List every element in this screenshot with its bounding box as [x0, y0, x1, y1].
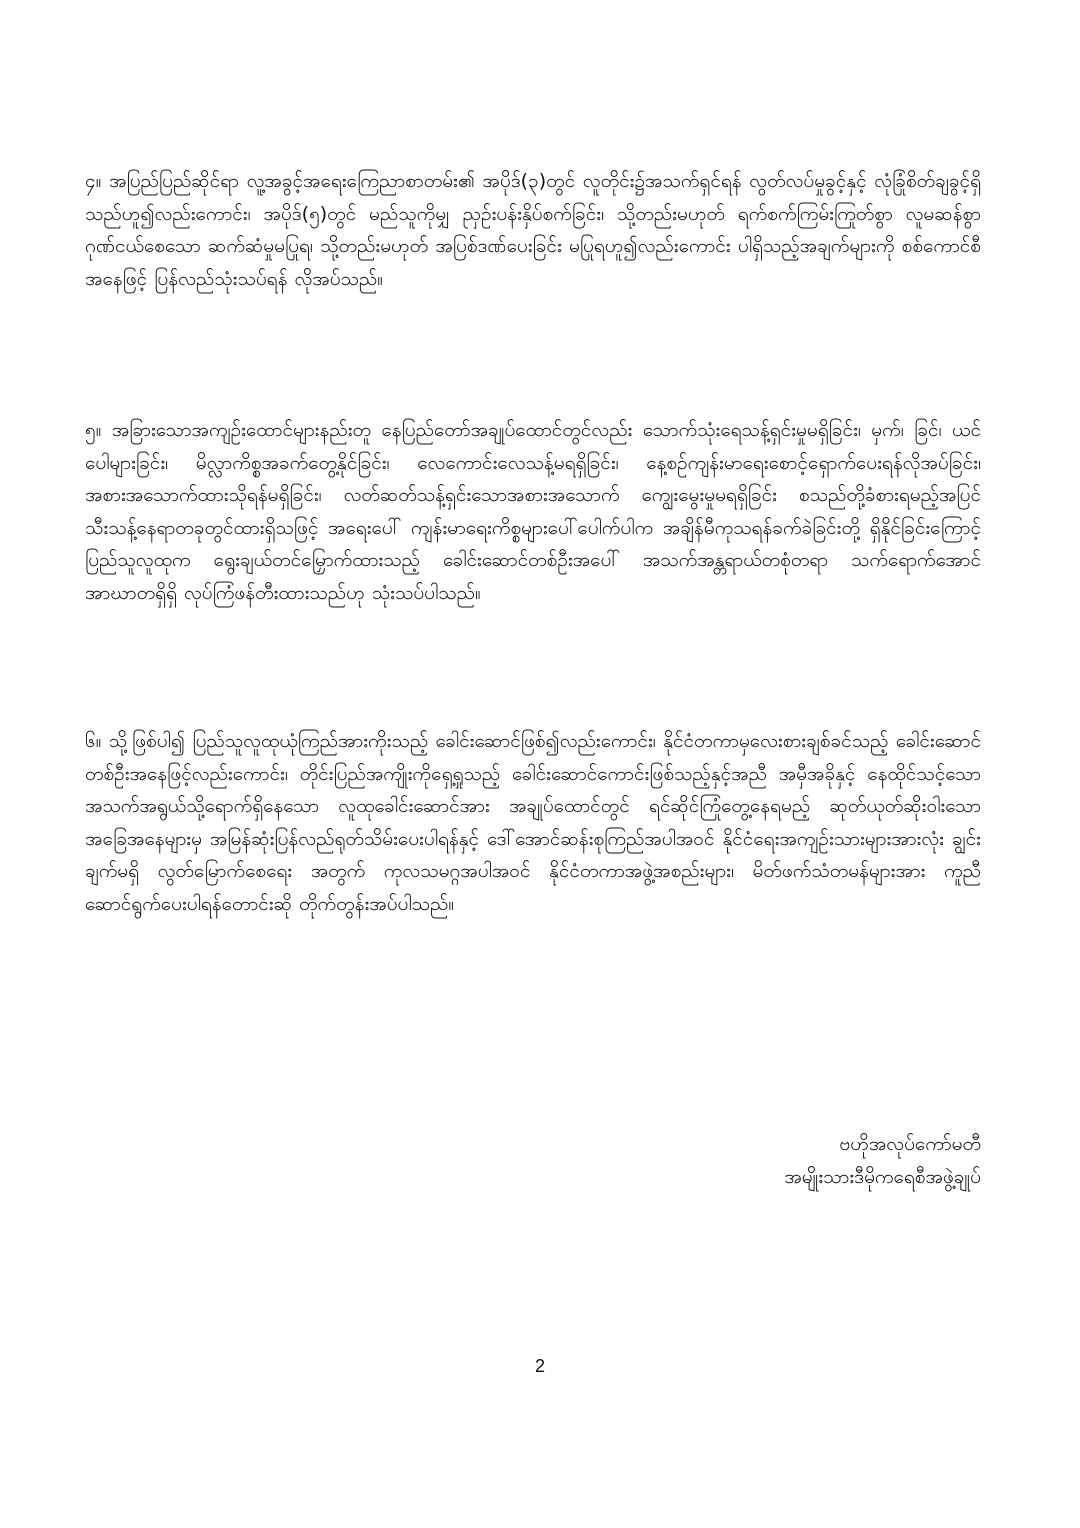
signature-committee: ဗဟိုအလုပ်ကော်မတီ [839, 1133, 981, 1155]
paragraph-6: ၆။ သို့ဖြစ်ပါ၍ ပြည်သူလူထုယုံကြည်အားကိုးသည့် ခေါင်းဆောင်ဖြစ်၍လည်းကောင်း၊ နိုင်ငံတကာမှလေးစားချစ်ခင်သည့် ခေါင်းဆောင်တစ်ဦးအနေဖြင့်လည်းကောင်း၊ တိုင်းပြည်အကျိုးကိုရှေ့ရှုသည့် ခေါင်းဆောင်ကောင်းဖြစ်သည့်နှင့်အညီ အမှီအခိုနှင့် နေထိုင်သင့်သော အသက်အရွယ်သို့ရောက်ရှိနေသော လူထုခေါင်းဆောင်အား အချုပ်ထောင်တွင် ရင်ဆိုင်ကြုံတွေ့နေရမည့် ဆုတ်ယုတ်ဆိုးဝါးသောအခြေအနေများမှ အမြန်ဆုံးပြန်လည်ရုတ်သိမ်းပေးပါရန်နှင့် ဒေါ်အောင်ဆန်းစုကြည်အပါအဝင် နိုင်ငံရေးအကျဉ်းသားများအားလုံး ချွင်းချက်မရှိ လွတ်မြောက်စေရေး အတွက် ကုလသမဂ္ဂအပါအဝင် နိုင်ငံတကာအဖွဲ့အစည်းများ၊ မိတ်ဖက်သံတမန်များအား ကူညီဆောင်ရွက်ပေးပါရန်တောင်းဆို တိုက်တွန်းအပ်ပါသည်။ [85, 730, 981, 915]
signature-block [784, 1128, 981, 1194]
signature-organization: အမျိုးသားဒီမိုကရေစီအဖွဲ့ချုပ် [784, 1166, 981, 1188]
page-number: 2 [534, 1356, 545, 1376]
paragraph-4: ၄။ အပြည်ပြည်ဆိုင်ရာ လူ့အခွင့်အရေးကြေညာစာတမ်း၏ အပိုဒ်(၃)တွင် လူတိုင်း၌အသက်ရှင်ရန် လွတ်လပ်မှုခွင့်နှင့် လုံခြုံစိတ်ချခွင့်ရှိသည်ဟူ၍လည်းကောင်း၊ အပိုဒ်(၅)တွင် မည်သူကိုမျှ ညှဉ်းပန်းနှိပ်စက်ခြင်း၊ သို့တည်းမဟုတ် ရက်စက်ကြမ်းကြုတ်စွာ လူမဆန်စွာ ဂုဏ်ငယ်စေသော ဆက်ဆံမှုမပြုရ၊ သို့တည်းမဟုတ် အပြစ်ဒဏ်ပေးခြင်း မပြုရဟူ၍လည်းကောင်း ပါရှိသည့်အချက်များကို စစ်ကောင်စီအနေဖြင့် ပြန်လည်သုံးသပ်ရန် လိုအပ်သည်။ [85, 170, 981, 290]
paragraph-5: ၅။ အခြားသောအကျဉ်းထောင်များနည်းတူ နေပြည်တော်အချုပ်ထောင်တွင်လည်း သောက်သုံးရေသန့်ရှင်းမှုမရှိခြင်း၊ မှက်၊ ခြင်၊ ယင်ပေါများခြင်း၊ မိလ္လာကိစ္စအခက်တွေ့နိုင်ခြင်း၊ လေကောင်းလေသန့်မရရှိခြင်း၊ နေ့စဉ်ကျန်းမာရေးစောင့်ရှောက်ပေးရန်လိုအပ်ခြင်း၊ အစားအသောက်ထားသိုရန်မရှိခြင်း၊ လတ်ဆတ်သန့်ရှင်းသောအစားအသောက် ကျွေးမွေးမှုမရရှိခြင်း စသည်တို့ခံစားရမည့်အပြင် သီးသန့်နေရာတခုတွင်ထားရှိသဖြင့် အရေးပေါ် ကျန်းမာရေးကိစ္စများပေါ်ပေါက်ပါက အချိန်မီကုသရန်ခက်ခဲခြင်းတို့ ရှိနိုင်ခြင်းကြောင့် ပြည်သူလူထုက ရွေးချယ်တင်မြှောက်ထားသည့် ခေါင်းဆောင်တစ်ဦးအပေါ် အသက်အန္တရာယ်တစုံတရာ သက်ရောက်အောင် အာဃာတရှိရှိ လုပ်ကြံဖန်တီးထားသည်ဟု သုံးသပ်ပါသည်။ [85, 419, 981, 604]
